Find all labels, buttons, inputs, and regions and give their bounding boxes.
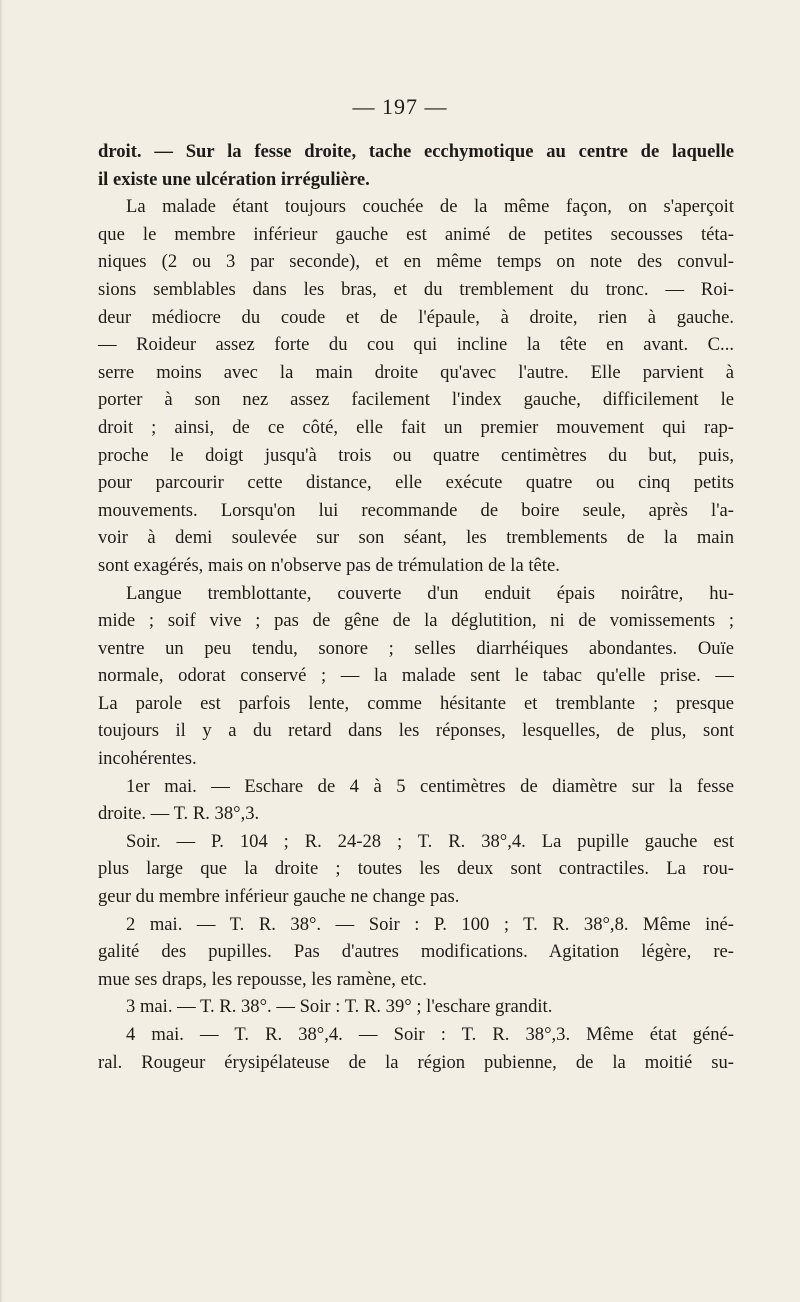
text-line: il existe une ulcération irrégulière. [98,168,370,190]
page-edge-shadow [0,0,3,1302]
text-line: 2 mai. — T. R. 38°. — Soir : P. 100 ; T. R. 38°,8. Même iné- [126,913,734,935]
text-line: 1er mai. — Eschare de 4 à 5 centimètres de diamètre sur la fesse [126,775,734,797]
text-line: que le membre inférieur gauche est animé de petites secousses téta- [98,223,734,245]
text-line: sont exagérés, mais on n'observe pas de trémulation de la tête. [98,554,560,576]
page-number: — 197 — [352,94,448,119]
text-line: voir à demi soulevée sur son séant, les tremblements de la main [98,527,734,549]
text-line: mouvements. Lorsqu'on lui recommande de boire seule, après l'a- [98,499,734,521]
text-line: droite. — T. R. 38°,3. [98,803,260,825]
text-line: incohérentes. [98,748,197,770]
text-line: mue ses draps, les repousse, les ramène, etc. [98,968,427,990]
text-line: 4 mai. — T. R. 38°,4. — Soir : T. R. 38°,3. Même état géné- [126,1024,734,1045]
text-line: ventre un peu tendu, sonore ; selles diarrhéiques abondantes. Ouïe [98,637,734,659]
text-line: serre moins avec la main droite qu'avec l'autre. Elle parvient à [98,361,734,383]
text-line: niques (2 ou 3 par seconde), et en même temps on note des convul- [98,251,734,273]
paragraph-may-1 [98,773,734,828]
body-text [98,138,734,1076]
text-line: La malade étant toujours couchée de la même façon, on s'aperçoit [126,196,734,218]
text-line: geur du membre inférieur gauche ne change pas. [98,886,460,908]
text-line: La parole est parfois lente, comme hésitante et tremblante ; presque [98,692,734,714]
paragraph-evening [98,828,734,911]
text-line: Soir. — P. 104 ; R. 24-28 ; T. R. 38°,4. La pupille gauche est [126,830,734,852]
text-line: deur médiocre du coude et de l'épaule, à droite, rien à gauche. [98,306,734,328]
text-line: mide ; soif vive ; pas de gêne de la déglutition, ni de vomissements ; [98,610,734,632]
text-line: toujours il y a du retard dans les réponses, lesquelles, de plus, sont [98,720,734,742]
text-line: plus large que la droite ; toutes les deux sont contractiles. La rou- [98,858,734,880]
text-line: sions semblables dans les bras, et du tremblement du tronc. — Roi- [98,278,734,300]
text-line: — Roideur assez forte du cou qui incline la tête en avant. C... [98,334,734,356]
text-line: droit ; ainsi, de ce côté, elle fait un premier mouvement qui rap- [98,416,734,438]
paragraph-clinical-exam [98,193,734,579]
paragraph-tongue-speech [98,580,734,773]
text-line: Langue tremblottante, couverte d'un enduit épais noirâtre, hu- [126,582,734,604]
paragraph-may-4 [98,1021,734,1076]
paragraph-continuation [98,138,734,193]
text-line: proche le doigt jusqu'à trois ou quatre centimètres du but, puis, [98,444,734,466]
text-line: normale, odorat conservé ; — la malade sent le tabac qu'elle prise. — [98,665,734,687]
text-line: droit. — Sur la fesse droite, tache ecchymotique au centre de laquelle [98,141,734,162]
text-line: pour parcourir cette distance, elle exécute quatre ou cinq petits [98,472,734,494]
paragraph-may-3 [98,993,734,1021]
paragraph-may-2 [98,911,734,994]
text-line: galité des pupilles. Pas d'autres modifications. Agitation légère, re- [98,941,734,963]
text-line: 3 mai. — T. R. 38°. — Soir : T. R. 39° ; l'eschare grandit. [126,996,553,1018]
text-line: ral. Rougeur érysipélateuse de la région pubienne, de la moitié su- [98,1051,734,1073]
text-line: porter à son nez assez facilement l'index gauche, difficilement le [98,389,734,411]
